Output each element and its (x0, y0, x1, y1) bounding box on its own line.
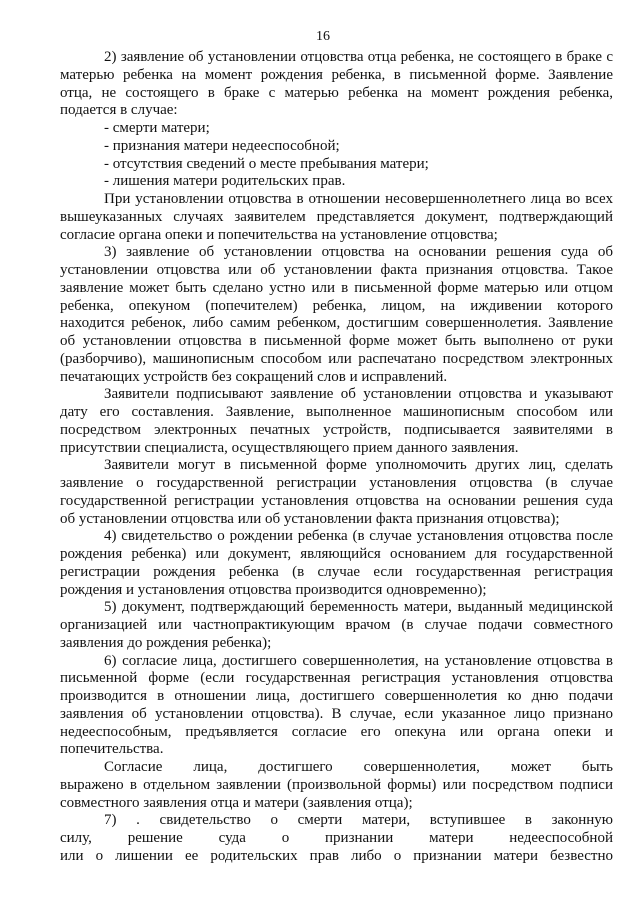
text-line: подается в случае: (60, 102, 178, 119)
paragraph (60, 156, 613, 174)
text-line: установлении отцовства или об установлении факта признания отцовства. Такое (60, 262, 613, 278)
text-line: производится в отношении лица, достигшего совершеннолетия ко дню подачи (60, 688, 613, 704)
text-line: вышеуказанных случаях заявителем представляется документ, подтверждающий (60, 208, 613, 225)
text-line: - признания матери недееспособной; (104, 137, 340, 154)
paragraph (60, 812, 613, 865)
text-line: заявления до рождения ребенка); (60, 634, 272, 651)
text-line: 4) свидетельство о рождении ребенка (в случае установления отцовства после (104, 528, 613, 545)
paragraph (60, 386, 613, 457)
page-number: 16 (316, 29, 330, 44)
paragraph (60, 120, 613, 138)
text-line: находится ребенок, либо самим ребенком, достигшим совершеннолетия. Заявление (60, 315, 613, 332)
text-line: письменной форме (если государственная регистрация установления отцовства (60, 670, 613, 687)
text-line: печатающих устройств без сокращений слов и исправлений. (60, 368, 448, 385)
paragraph (60, 528, 613, 599)
paragraph (60, 599, 613, 652)
text-line: - лишения матери родительских прав. (104, 173, 346, 190)
paragraph (60, 191, 613, 244)
text-line: 3) заявление об установлении отцовства на основании решения суда об (104, 244, 613, 261)
text-line: 5) документ, подтверждающий беременность матери, выданный медицинской (104, 599, 613, 616)
text-line: совместного заявления отца и матери (заявления отца); (60, 794, 413, 811)
text-line: - отсутствия сведений о месте пребывания матери; (104, 155, 429, 172)
text-line: 6) согласие лица, достигшего совершеннолетия, на установление отцовства в (104, 652, 613, 669)
document-body (60, 49, 613, 866)
text-line: Заявители могут в письменной форме уполномочить других лиц, сделать (104, 457, 613, 474)
paragraph (60, 49, 613, 120)
paragraph (60, 653, 613, 760)
paragraph (60, 244, 613, 386)
text-line: заявление о государственной регистрации установления отцовства (в случае (60, 475, 613, 491)
text-line: 7) . свидетельство о смерти матери, вступившее в законную (104, 812, 613, 829)
text-line: об установлении отцовства в письменной форме может быть выполнено от руки (60, 333, 613, 349)
text-line: силу, решение суда о признании матери недееспособной (60, 830, 613, 846)
text-line: регистрации рождения ребенка (в случае если государственная регистрация (60, 563, 613, 580)
text-line: отца, не состоящего в браке с матерью ребенка на момент рождения ребенка, (60, 84, 613, 101)
text-line: Заявители подписывают заявление об установлении отцовства и указывают (104, 386, 613, 403)
text-line: Согласие лица, достигшего совершеннолетия, может быть (104, 759, 613, 775)
paragraph (60, 457, 613, 528)
text-line: (разборчиво), машинописным способом или распечатано посредством электронных (60, 350, 613, 367)
text-line: или о лишении ее родительских прав либо о признании матери безвестно (60, 847, 613, 864)
text-line: государственной регистрации установления отцовства на основании решения суда (60, 492, 613, 509)
text-line: матерью ребенка на момент рождения ребенка, в письменной форме. Заявление (60, 66, 613, 83)
text-line: ребенка, опекуном (попечителем) ребенка, лицом, на иждивении которого (60, 297, 613, 314)
text-line: выражено в отдельном заявлении (произвольной формы) или посредством подписи (60, 776, 613, 793)
text-line: присутствии специалиста, осуществляющего прием данного заявления. (60, 439, 519, 456)
text-line: недееспособным, предъявляется согласие его опекуна или органа опеки и (60, 723, 613, 740)
text-line: дату его составления. Заявление, выполненное машинописным способом или (60, 404, 613, 420)
text-line: организацией или частнопрактикующим врачом (в случае подачи совместного (60, 617, 613, 633)
text-line: рождения и установления отцовства производится одновременно); (60, 581, 487, 598)
text-line: согласие органа опеки и попечительства на установление отцовства; (60, 226, 498, 243)
text-line: об установлении отцовства или об установлении факта признания отцовства); (60, 510, 560, 527)
text-line: - смерти матери; (104, 120, 210, 136)
text-line: посредством электронных печатных устройств, подписывается заявителями в (60, 421, 613, 438)
text-line: попечительства. (60, 741, 164, 758)
paragraph (60, 138, 613, 156)
text-line: заявления об установлении отцовства). В случае, если указанное лицо признано (60, 705, 613, 722)
text-line: При установлении отцовства в отношении несовершеннолетнего лица во всех (104, 191, 613, 207)
paragraph (60, 173, 613, 191)
text-line: рождения ребенка) или документ, являющийся основанием для государственной (60, 546, 613, 562)
text-line: 2) заявление об установлении отцовства отца ребенка, не состоящего в браке с (104, 49, 613, 65)
paragraph (60, 759, 613, 812)
text-line: заявление может быть сделано устно или в письменной форме матерью или отцом (60, 279, 613, 296)
